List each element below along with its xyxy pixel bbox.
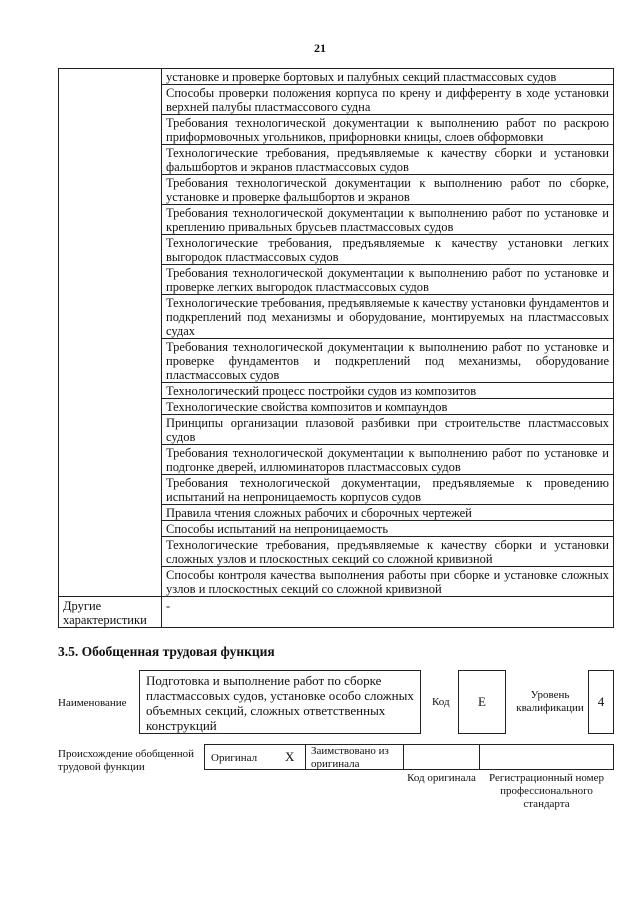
code-label: Код xyxy=(432,696,450,708)
requirement-cell: Способы испытаний на непроницаемость xyxy=(162,521,614,537)
name-box xyxy=(139,670,421,734)
requirement-cell: Технологические требования, предъявляемые к качеству установки легких выгородок пластмассовых судов xyxy=(162,235,614,265)
other-characteristics-row xyxy=(59,597,614,628)
borrowed-label: Заимствовано из оригинала xyxy=(311,745,389,770)
qualification-level-box xyxy=(588,670,614,734)
requirement-cell: Технологический процесс постройки судов из композитов xyxy=(162,383,614,399)
requirement-cell: Правила чтения сложных рабочих и сборочных чертежей xyxy=(162,505,614,521)
requirement-cell: Требования технологической документации, предъявляемые к проведению испытаний на непроницаемость корпусов судов xyxy=(162,475,614,505)
section-title: 3.5. Обобщенная трудовая функция xyxy=(58,644,275,659)
code-value: E xyxy=(478,694,486,709)
code-original-label: Код оригинала xyxy=(407,772,476,784)
requirement-cell: Способы проверки положения корпуса по крену и дифференту в ходе установки верхней палубы пластмассового судна xyxy=(162,85,614,115)
name-label: Наименование xyxy=(58,697,127,709)
requirement-cell: Принципы организации плазовой разбивки при строительстве пластмассовых судов xyxy=(162,415,614,445)
requirement-cell: Требования технологической документации к выполнению работ по установке и креплению привальных брусьев пластмассовых судов xyxy=(162,205,614,235)
requirement-cell: Технологические требования, предъявляемые к качеству сборки и установки сложных узлов и плоскостных секций со сложной кривизной xyxy=(162,537,614,567)
requirement-cell: Способы контроля качества выполнения работы при сборке и установке сложных узлов и плоскостных секций со сложной кривизной xyxy=(162,567,614,597)
requirement-cell: Технологические требования, предъявляемые к качеству установки фундаментов и подкреплений под механизмы и оборудование, монтируемых на пластмассовых судах xyxy=(162,295,614,339)
borrowed-box xyxy=(305,744,404,770)
origin-label: Происхождение обобщенной трудовой функции xyxy=(58,748,195,773)
original-box xyxy=(204,744,306,770)
requirement-cell: Требования технологической документации к выполнению работ по установке и подгонке дверей, иллюминаторов пластмассовых судов xyxy=(162,445,614,475)
requirement-cell: Требования технологической документации к выполнению работ по раскрою приформовочных угольников, прифорновки кницы, слоев обформовки xyxy=(162,115,614,145)
requirement-cell: Технологические требования, предъявляемые к качеству сборки и установки фальшбортов и экранов пластмассовых судов xyxy=(162,145,614,175)
table-row xyxy=(59,69,614,85)
original-label: Оригинал xyxy=(211,752,258,764)
row-label-cell xyxy=(59,69,162,597)
qualification-level-value: 4 xyxy=(597,694,605,709)
requirement-cell: Технологические свойства композитов и компаундов xyxy=(162,399,614,415)
reg-number-label: Регистрационный номер профессионального стандарта xyxy=(488,772,605,810)
code-box xyxy=(458,670,506,734)
code-original-box xyxy=(403,744,480,770)
name-value: Подготовка и выполнение работ по сборке пластмассовых судов, установке особо сложных объемных секций, сложных ответственных конструкций xyxy=(146,673,414,733)
page-number: 21 xyxy=(314,41,326,55)
qualification-level-label: Уровень квалификации xyxy=(516,689,584,714)
knowledge-table xyxy=(58,68,614,628)
table-body xyxy=(59,69,614,628)
requirement-cell: Требования технологической документации к выполнению работ по сборке, установке и проверке фальшбортов и экранов xyxy=(162,175,614,205)
requirement-cell: установке и проверке бортовых и палубных секций пластмассовых судов xyxy=(162,69,614,85)
requirement-cell: Требования технологической документации к выполнению работ по установке и проверке фундаментов и подкреплений под механизмы, оборудование пластмассовых судов xyxy=(162,339,614,383)
original-mark: X xyxy=(285,749,295,764)
other-characteristics-value: - xyxy=(162,597,614,628)
other-characteristics-label: Другие характеристики xyxy=(59,597,162,628)
requirement-cell: Требования технологической документации к выполнению работ по установке и проверке легких выгородок пластмассовых судов xyxy=(162,265,614,295)
reg-number-box xyxy=(479,744,614,770)
